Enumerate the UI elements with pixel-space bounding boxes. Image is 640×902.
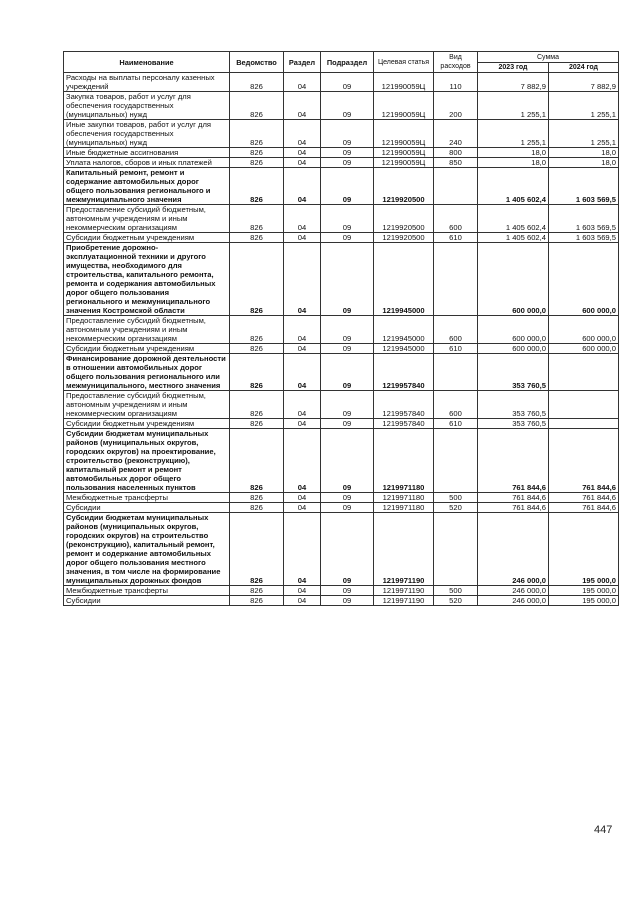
row-subsection: 09: [321, 243, 374, 316]
budget-document: [63, 51, 618, 606]
row-sum-2023: 18,0: [478, 158, 549, 168]
row-section: 04: [284, 596, 321, 606]
row-target: 1219957840: [374, 391, 434, 419]
row-kind: 520: [434, 503, 478, 513]
row-subsection: 09: [321, 158, 374, 168]
row-section: 04: [284, 233, 321, 243]
row-sum-2024: 600 000,0: [549, 243, 619, 316]
table-row: [64, 158, 619, 168]
table-row: [64, 419, 619, 429]
row-dept: 826: [230, 391, 284, 419]
row-sum-2023: 1 405 602,4: [478, 233, 549, 243]
row-target: 1219945000: [374, 344, 434, 354]
row-section: 04: [284, 92, 321, 120]
row-target: 121990059Ц: [374, 120, 434, 148]
row-name: Предоставление субсидий бюджетным, автономным учреждениям и иным некоммерческим организациям: [64, 205, 230, 233]
row-sum-2023: 1 255,1: [478, 92, 549, 120]
row-section: 04: [284, 73, 321, 92]
row-dept: 826: [230, 120, 284, 148]
row-section: 04: [284, 344, 321, 354]
row-kind: 500: [434, 586, 478, 596]
row-section: 04: [284, 316, 321, 344]
row-subsection: 09: [321, 503, 374, 513]
row-sum-2024: 7 882,9: [549, 73, 619, 92]
header-2024: 2024 год: [549, 63, 619, 73]
row-sum-2023: 353 760,5: [478, 419, 549, 429]
row-subsection: 09: [321, 513, 374, 586]
row-kind: 610: [434, 419, 478, 429]
row-section: 04: [284, 354, 321, 391]
row-dept: 826: [230, 419, 284, 429]
table-row: [64, 429, 619, 493]
row-name: Предоставление субсидий бюджетным, автономным учреждениям и иным некоммерческим организациям: [64, 391, 230, 419]
row-sum-2024: 761 844,6: [549, 493, 619, 503]
row-sum-2024: 1 603 569,5: [549, 233, 619, 243]
row-name: Межбюджетные трансферты: [64, 586, 230, 596]
row-subsection: 09: [321, 419, 374, 429]
row-sum-2024: 195 000,0: [549, 513, 619, 586]
header-section: Раздел: [284, 52, 321, 73]
row-sum-2024: 761 844,6: [549, 429, 619, 493]
row-section: 04: [284, 419, 321, 429]
row-name: Финансирование дорожной деятельности в отношении автомобильных дорог общего пользования регионального или межмуниципального, местного значения: [64, 354, 230, 391]
row-name: Субсидии бюджетам муниципальных районов (муниципальных округов, городских округов) на строительство (реконструкцию), капитальный ремонт, ремонт и содержание автомобильных дорог общего пользования местного значения, в том числе на формирование муниципальных дорожных фондов: [64, 513, 230, 586]
row-dept: 826: [230, 596, 284, 606]
header-sum: Сумма: [478, 52, 619, 63]
row-target: 1219920500: [374, 168, 434, 205]
row-kind: 600: [434, 205, 478, 233]
row-sum-2023: 1 405 602,4: [478, 205, 549, 233]
row-target: 1219971180: [374, 429, 434, 493]
header-2023: 2023 год: [478, 63, 549, 73]
row-target: 1219945000: [374, 316, 434, 344]
row-target: 121990059Ц: [374, 158, 434, 168]
row-name: Субсидии бюджетным учреждениям: [64, 344, 230, 354]
row-target: 1219971190: [374, 513, 434, 586]
row-subsection: 09: [321, 316, 374, 344]
row-dept: 826: [230, 344, 284, 354]
row-subsection: 09: [321, 344, 374, 354]
row-target: 1219971190: [374, 586, 434, 596]
budget-table: [63, 51, 619, 606]
row-sum-2023: 7 882,9: [478, 73, 549, 92]
row-section: 04: [284, 586, 321, 596]
row-target: 1219945000: [374, 243, 434, 316]
table-row: [64, 596, 619, 606]
table-row: [64, 205, 619, 233]
header-subsection: Подраздел: [321, 52, 374, 73]
row-dept: 826: [230, 233, 284, 243]
row-sum-2023: 761 844,6: [478, 503, 549, 513]
row-sum-2024: [549, 391, 619, 419]
row-kind: 610: [434, 233, 478, 243]
page-number: 447: [594, 824, 613, 836]
table-row: [64, 586, 619, 596]
row-target: 1219971180: [374, 503, 434, 513]
row-sum-2024: 195 000,0: [549, 586, 619, 596]
table-row: [64, 73, 619, 92]
row-target: 121990059Ц: [374, 148, 434, 158]
row-section: 04: [284, 205, 321, 233]
row-name: Субсидии бюджетным учреждениям: [64, 419, 230, 429]
row-kind: 240: [434, 120, 478, 148]
row-sum-2023: 246 000,0: [478, 586, 549, 596]
row-kind: 600: [434, 391, 478, 419]
row-name: Субсидии бюджетам муниципальных районов (муниципальных округов, городских округов) на проектирование, строительство (реконструкцию), капитальный ремонт и ремонт автомобильных дорог общего пользования населенных пунктов: [64, 429, 230, 493]
row-target: 1219971180: [374, 493, 434, 503]
table-row: [64, 344, 619, 354]
row-sum-2023: 600 000,0: [478, 344, 549, 354]
row-sum-2024: [549, 354, 619, 391]
row-subsection: 09: [321, 168, 374, 205]
row-name: Иные закупки товаров, работ и услуг для обеспечения государственных (муниципальных) нужд: [64, 120, 230, 148]
row-subsection: 09: [321, 429, 374, 493]
row-kind: [434, 354, 478, 391]
table-row: [64, 513, 619, 586]
row-name: Иные бюджетные ассигнования: [64, 148, 230, 158]
table-row: [64, 148, 619, 158]
row-sum-2023: 1 255,1: [478, 120, 549, 148]
row-subsection: 09: [321, 73, 374, 92]
table-row: [64, 92, 619, 120]
row-name: Субсидии бюджетным учреждениям: [64, 233, 230, 243]
row-sum-2024: 600 000,0: [549, 344, 619, 354]
row-name: Межбюджетные трансферты: [64, 493, 230, 503]
row-sum-2023: 761 844,6: [478, 493, 549, 503]
row-subsection: 09: [321, 596, 374, 606]
row-name: Капитальный ремонт, ремонт и содержание автомобильных дорог общего пользования регионального и межмуниципального значения: [64, 168, 230, 205]
row-target: 1219957840: [374, 354, 434, 391]
row-dept: 826: [230, 586, 284, 596]
row-target: 1219971190: [374, 596, 434, 606]
row-dept: 826: [230, 316, 284, 344]
table-row: [64, 391, 619, 419]
row-name: Субсидии: [64, 503, 230, 513]
row-kind: [434, 168, 478, 205]
row-dept: 826: [230, 205, 284, 233]
row-subsection: 09: [321, 148, 374, 158]
row-kind: 610: [434, 344, 478, 354]
row-sum-2023: 246 000,0: [478, 513, 549, 586]
row-sum-2024: 18,0: [549, 148, 619, 158]
header-kind: Вид расходов: [434, 52, 478, 73]
row-kind: 500: [434, 493, 478, 503]
row-sum-2023: 600 000,0: [478, 316, 549, 344]
row-dept: 826: [230, 92, 284, 120]
row-target: 1219957840: [374, 419, 434, 429]
row-sum-2023: 246 000,0: [478, 596, 549, 606]
row-subsection: 09: [321, 120, 374, 148]
row-target: 1219920500: [374, 205, 434, 233]
row-sum-2023: 18,0: [478, 148, 549, 158]
row-sum-2024: 1 603 569,5: [549, 168, 619, 205]
row-sum-2024: 1 603 569,5: [549, 205, 619, 233]
row-section: 04: [284, 493, 321, 503]
row-target: 121990059Ц: [374, 92, 434, 120]
row-subsection: 09: [321, 586, 374, 596]
row-sum-2024: 1 255,1: [549, 120, 619, 148]
row-section: 04: [284, 243, 321, 316]
row-sum-2024: 195 000,0: [549, 596, 619, 606]
row-kind: 520: [434, 596, 478, 606]
row-dept: 826: [230, 429, 284, 493]
row-section: 04: [284, 168, 321, 205]
row-kind: 200: [434, 92, 478, 120]
row-sum-2023: 353 760,5: [478, 391, 549, 419]
row-dept: 826: [230, 158, 284, 168]
row-dept: 826: [230, 148, 284, 158]
row-sum-2024: [549, 419, 619, 429]
row-name: Субсидии: [64, 596, 230, 606]
row-target: 1219920500: [374, 233, 434, 243]
table-row: [64, 120, 619, 148]
row-subsection: 09: [321, 391, 374, 419]
row-name: Закупка товаров, работ и услуг для обеспечения государственных (муниципальных) нужд: [64, 92, 230, 120]
row-dept: 826: [230, 354, 284, 391]
row-sum-2023: 1 405 602,4: [478, 168, 549, 205]
row-sum-2024: 600 000,0: [549, 316, 619, 344]
row-dept: 826: [230, 73, 284, 92]
header-name: Наименование: [64, 52, 230, 73]
row-section: 04: [284, 148, 321, 158]
row-subsection: 09: [321, 493, 374, 503]
row-sum-2024: 18,0: [549, 158, 619, 168]
row-dept: 826: [230, 513, 284, 586]
row-sum-2024: 761 844,6: [549, 503, 619, 513]
row-name: Предоставление субсидий бюджетным, автономным учреждениям и иным некоммерческим организациям: [64, 316, 230, 344]
row-kind: 110: [434, 73, 478, 92]
table-row: [64, 493, 619, 503]
row-sum-2024: 1 255,1: [549, 92, 619, 120]
row-dept: 826: [230, 168, 284, 205]
table-row: [64, 503, 619, 513]
header-target: Целевая статья: [374, 52, 434, 73]
row-subsection: 09: [321, 354, 374, 391]
header-dept: Ведомство: [230, 52, 284, 73]
row-sum-2023: 600 000,0: [478, 243, 549, 316]
row-name: Расходы на выплаты персоналу казенных учреждений: [64, 73, 230, 92]
row-section: 04: [284, 391, 321, 419]
table-body: [64, 73, 619, 606]
row-name: Уплата налогов, сборов и иных платежей: [64, 158, 230, 168]
row-subsection: 09: [321, 205, 374, 233]
row-sum-2023: 761 844,6: [478, 429, 549, 493]
table-row: [64, 316, 619, 344]
row-kind: 850: [434, 158, 478, 168]
row-dept: 826: [230, 503, 284, 513]
row-kind: 800: [434, 148, 478, 158]
row-subsection: 09: [321, 92, 374, 120]
row-kind: [434, 513, 478, 586]
row-name: Приобретение дорожно-эксплуатационной техники и другого имущества, необходимого для строительства, капитального ремонта, ремонта и содержания автомобильных дорог общего пользования регионального и межмуниципального значения Костромской области: [64, 243, 230, 316]
table-row: [64, 354, 619, 391]
row-kind: [434, 243, 478, 316]
row-target: 121990059Ц: [374, 73, 434, 92]
row-kind: 600: [434, 316, 478, 344]
row-section: 04: [284, 503, 321, 513]
table-row: [64, 243, 619, 316]
row-dept: 826: [230, 243, 284, 316]
row-section: 04: [284, 429, 321, 493]
row-sum-2023: 353 760,5: [478, 354, 549, 391]
row-section: 04: [284, 513, 321, 586]
table-row: [64, 168, 619, 205]
table-row: [64, 233, 619, 243]
row-section: 04: [284, 120, 321, 148]
row-section: 04: [284, 158, 321, 168]
row-kind: [434, 429, 478, 493]
row-dept: 826: [230, 493, 284, 503]
row-subsection: 09: [321, 233, 374, 243]
